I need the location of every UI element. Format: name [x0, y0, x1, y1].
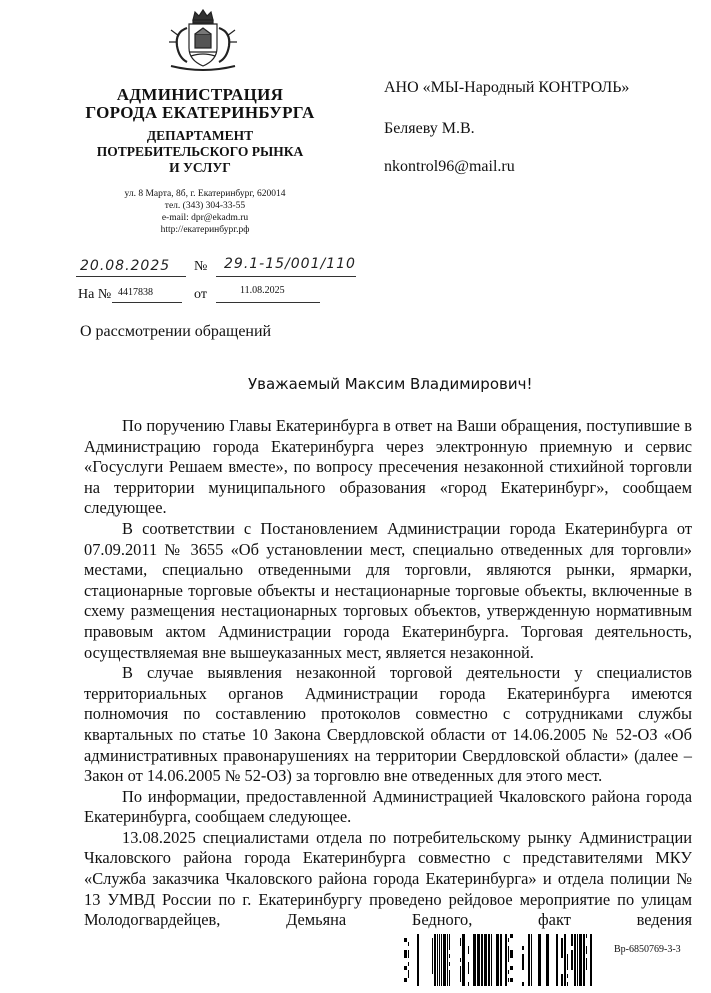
sender-website: http://екатеринбург.рф: [160, 225, 250, 235]
reference-date: 11.08.2025: [240, 285, 285, 296]
date-underline: [76, 276, 186, 277]
sender-department: [70, 128, 330, 176]
org-title-line2: ГОРОДА ЕКАТЕРИНБУРГА: [85, 103, 315, 122]
outgoing-number: 29.1-15/001/110: [224, 256, 356, 272]
dept-title-line3: И УСЛУГ: [169, 160, 231, 175]
city-coat-of-arms-emblem: [165, 8, 241, 72]
sender-organization: [60, 86, 340, 122]
letter-greeting: Уважаемый Максим Владимирович!: [248, 375, 533, 393]
recipient-email: nkontrol96@mail.ru: [384, 158, 515, 175]
document-registration-code: Вр-6850769-3-3: [614, 944, 681, 955]
number-underline: [216, 276, 356, 277]
reference-number-label: На №: [78, 287, 112, 302]
dept-title-line2: ПОТРЕБИТЕЛЬСКОГО РЫНКА: [96, 144, 304, 159]
document-barcode: [404, 934, 602, 986]
ref-number-underline: [112, 302, 182, 303]
org-title-line1: АДМИНИСТРАЦИЯ: [116, 85, 284, 104]
body-paragraph: По поручению Главы Екатеринбурга в ответ на Ваши обращения, поступившие в Администрацию города Екатеринбурга через электронную приемную и сервис «Госуслуги Решаем вместе», по вопросу пресечения незаконной стихийной торговли на территории муниципального образования «город Екатеринбург», сообщаем следующее.: [84, 416, 692, 518]
recipient-organization: АНО «МЫ-Народный КОНТРОЛЬ»: [384, 79, 630, 96]
letter-body: [84, 416, 692, 931]
body-paragraph: В соответствии с Постановлением Администрации города Екатеринбурга от 07.09.2011 № 3655 «Об установлении мест, специально отведенных для торговли» местами, специально отведенными для торговли, являются рынки, ярмарки, стационарные торговые объекты и нестационарные торговые объекты, включенные в схему размещения нестационарных торговых объектов, утвержденную нормативным правовым актом Администрации города Екатеринбурга. Торговая деятельность, осуществляемая вне вышеуказанных мест, является незаконной.: [84, 518, 692, 662]
reference-from-label: от: [194, 287, 207, 302]
sender-address: ул. 8 Марта, 8б, г. Екатеринбург, 620014: [124, 189, 286, 199]
recipient-person: Беляеву М.В.: [384, 120, 475, 137]
body-paragraph: По информации, предоставленной Администрацией Чкаловского района города Екатеринбурга, сообщаем следующее.: [84, 786, 692, 827]
letter-subject: О рассмотрении обращений: [80, 323, 272, 340]
sender-contacts: [90, 188, 320, 236]
reference-number: 4417838: [118, 287, 153, 298]
sender-phone: тел. (343) 304-33-55: [164, 201, 246, 211]
body-paragraph: В случае выявления незаконной торговой деятельности у специалистов территориальных органов Администрации города Екатеринбурга имеются полномочия по составлению протоколов совместно с сотрудниками службы квартальных по статье 10 Закона Свердловской области от 14.06.2005 № 52-ОЗ «Об административных правонарушениях на территории Свердловской области» (далее – Закон от 14.06.2005 № 52-ОЗ) за торговлю вне отведенных для этого мест.: [84, 663, 692, 786]
sender-email: e-mail: dpr@ekadm.ru: [161, 213, 249, 223]
dept-title-line1: ДЕПАРТАМЕНТ: [146, 128, 254, 143]
body-paragraph: 13.08.2025 специалистами отдела по потребительскому рынку Администрации Чкаловского района города Екатеринбурга совместно с представителями МКУ «Служба заказчика Чкаловского района города Екатеринбурга» и отдела полиции № 13 УМВД России по г. Екатеринбургу проведено рейдовое мероприятие по улицам Молодогвардейцев, Демьяна Бедного, факт ведения: [84, 827, 692, 930]
ref-date-underline: [216, 302, 320, 303]
outgoing-number-label: №: [194, 259, 208, 274]
outgoing-date: 20.08.2025: [80, 258, 171, 274]
